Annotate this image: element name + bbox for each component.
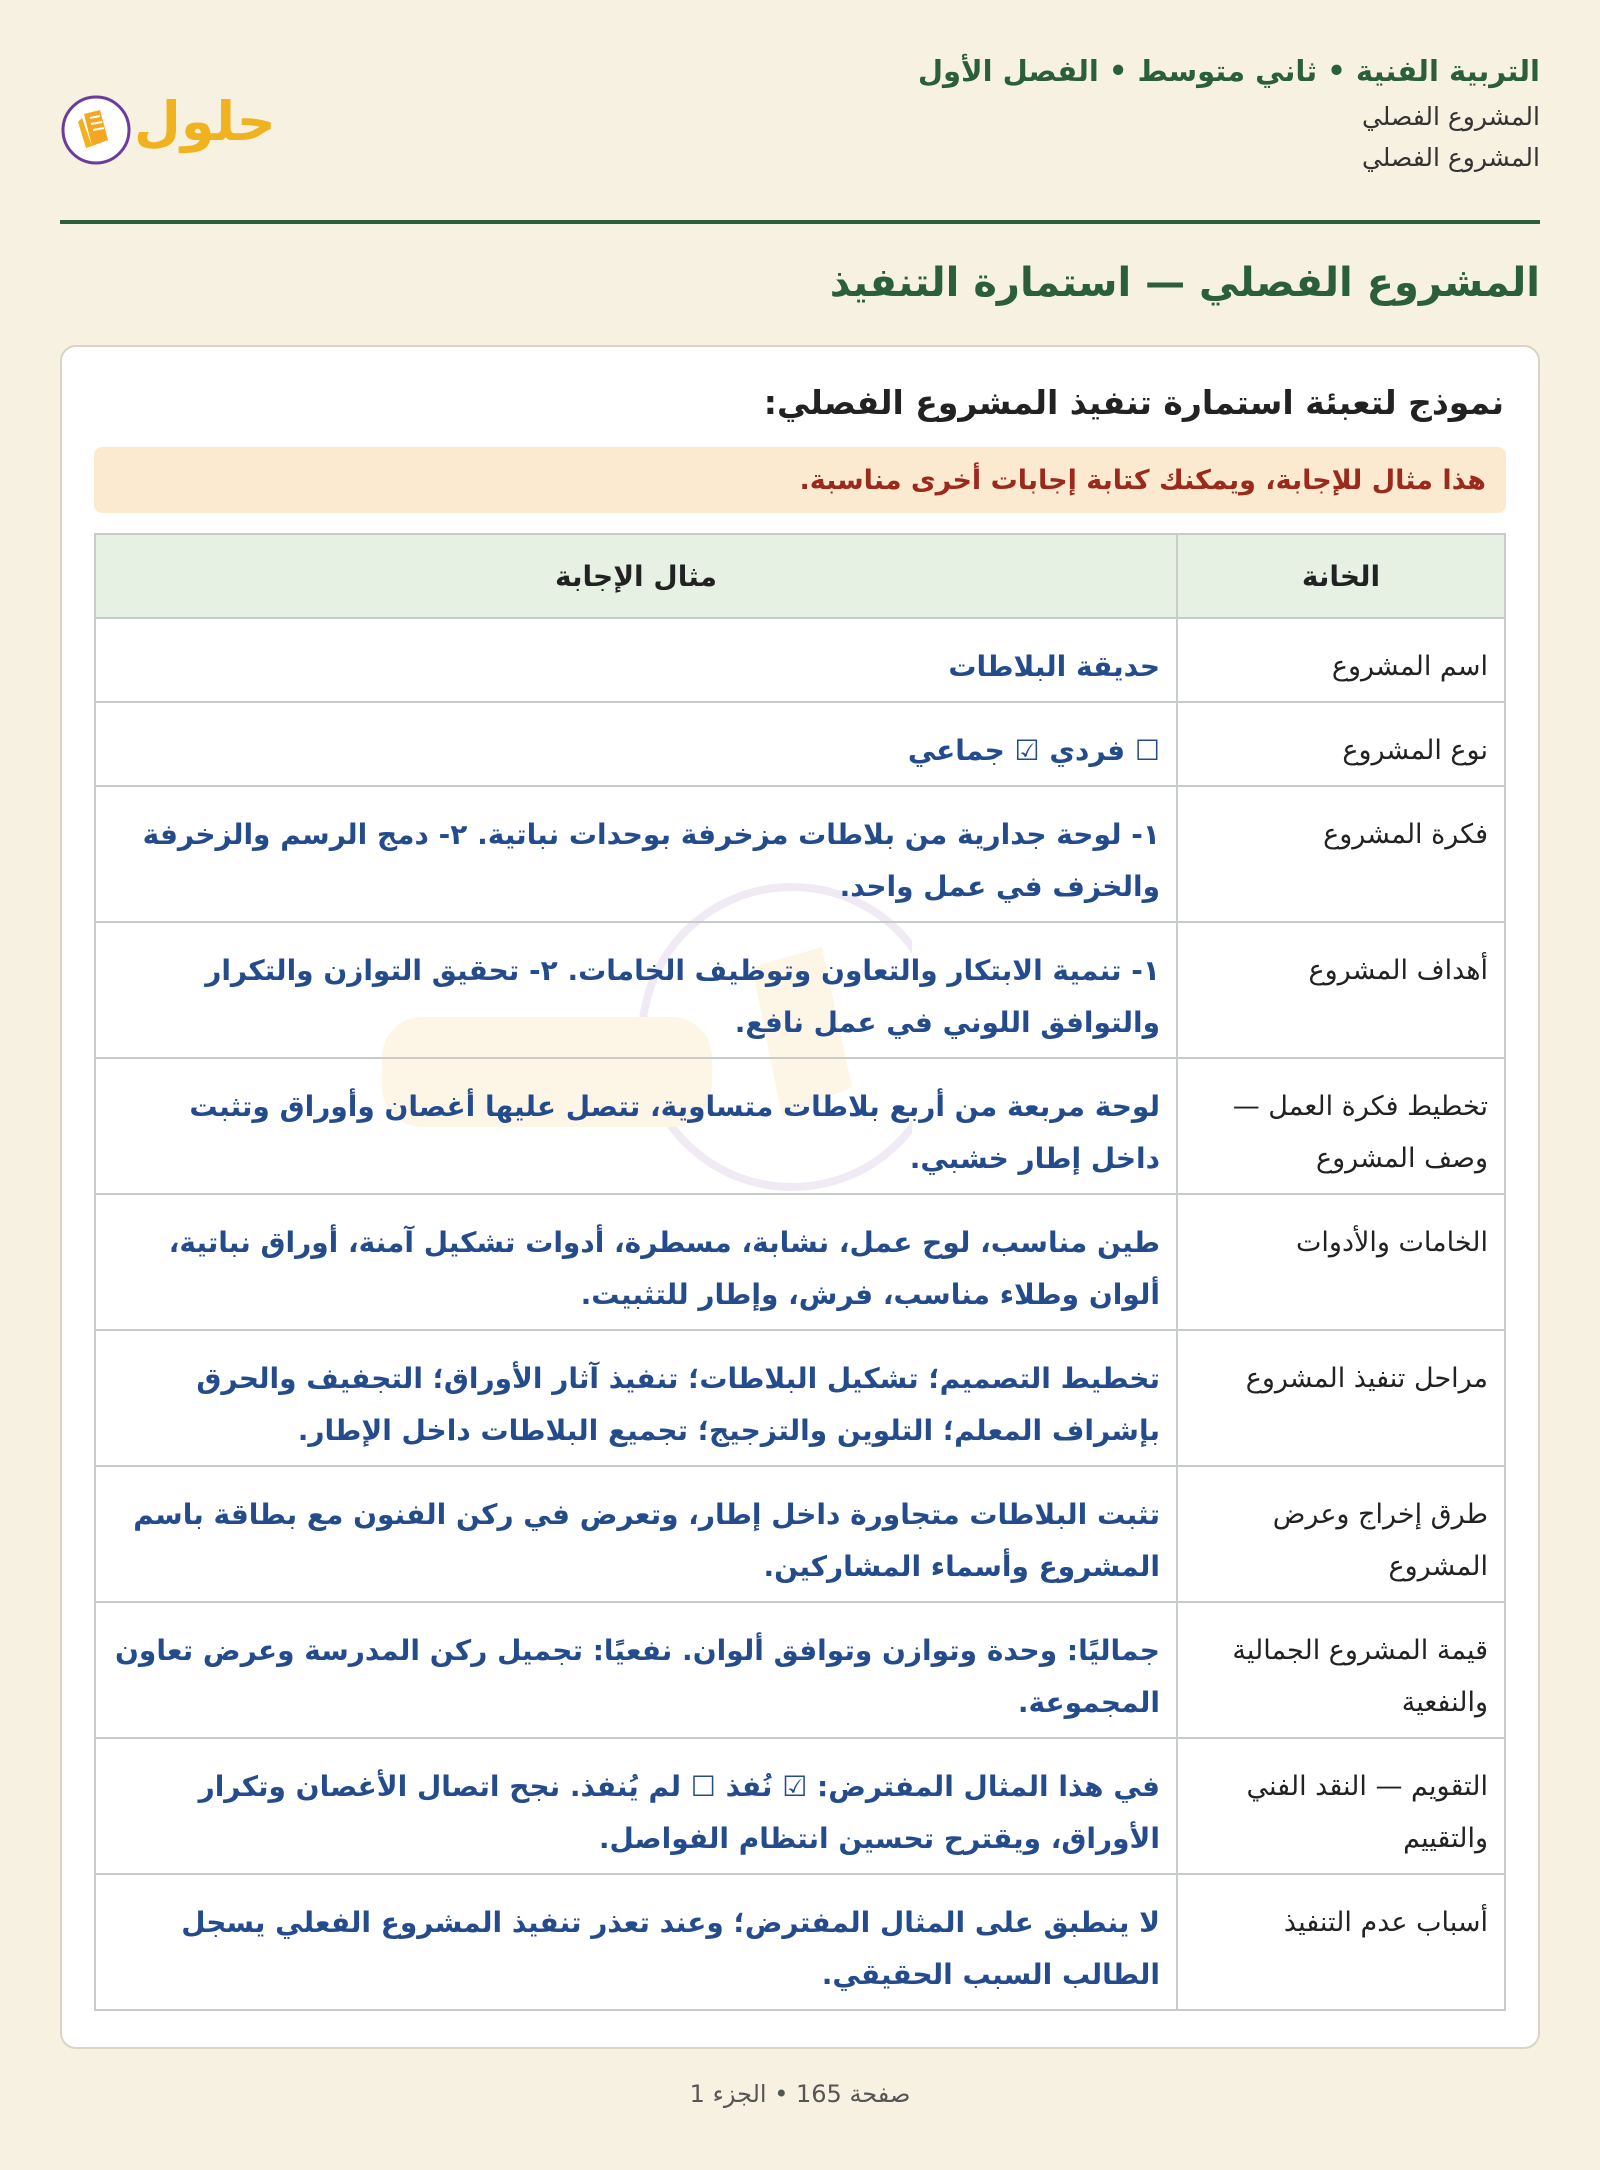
field-column-header: الخانة <box>1177 534 1505 618</box>
card-title: نموذج لتعبئة استمارة تنفيذ المشروع الفصلي: <box>763 383 1504 422</box>
row-answer: طين مناسب، لوح عمل، نشابة، مسطرة، أدوات تشكيل آمنة، أوراق نباتية، ألوان وطلاء مناسب، فرش، وإطار للتثبيت. <box>95 1194 1177 1330</box>
table-row <box>95 922 1505 1058</box>
row-field: أهداف المشروع <box>1177 922 1505 1058</box>
hulul-logo <box>60 90 280 170</box>
answer-column-header: مثال الإجابة <box>95 534 1177 618</box>
row-field: مراحل تنفيذ المشروع <box>1177 1330 1505 1466</box>
unit-line-1: المشروع الفصلي <box>1361 102 1540 131</box>
row-answer: ١- لوحة جدارية من بلاطات مزخرفة بوحدات نباتية. ٢- دمج الرسم والزخرفة والخزف في عمل واحد. <box>95 786 1177 922</box>
page <box>60 0 1540 2170</box>
page-title: المشروع الفصلي — استمارة التنفيذ <box>829 260 1540 306</box>
table-row <box>95 1602 1505 1738</box>
row-field: تخطيط فكرة العمل — وصف المشروع <box>1177 1058 1505 1194</box>
example-note: هذا مثال للإجابة، ويمكنك كتابة إجابات أخرى مناسبة. <box>94 447 1506 513</box>
row-answer: حديقة البلاطات <box>95 618 1177 702</box>
row-answer: في هذا المثال المفترض: ☑ نُفذ ☐ لم يُنفذ. نجح اتصال الأغصان وتكرار الأوراق، ويقترح تحسين انتظام الفواصل. <box>95 1738 1177 1874</box>
row-field: أسباب عدم التنفيذ <box>1177 1874 1505 2010</box>
row-answer: جماليًا: وحدة وتوازن وتوافق ألوان. نفعيًا: تجميل ركن المدرسة وعرض تعاون المجموعة. <box>95 1602 1177 1738</box>
row-field: نوع المشروع <box>1177 702 1505 786</box>
row-answer: لا ينطبق على المثال المفترض؛ وعند تعذر تنفيذ المشروع الفعلي يسجل الطالب السبب الحقيقي. <box>95 1874 1177 2010</box>
row-field: فكرة المشروع <box>1177 786 1505 922</box>
table-row <box>95 1874 1505 2010</box>
table-row <box>95 1058 1505 1194</box>
row-answer: لوحة مربعة من أربع بلاطات متساوية، تتصل عليها أغصان وأوراق وتثبت داخل إطار خشبي. <box>95 1058 1177 1194</box>
table-header-row <box>95 534 1505 618</box>
row-field: قيمة المشروع الجمالية والنفعية <box>1177 1602 1505 1738</box>
table-row <box>95 1738 1505 1874</box>
table-row <box>95 786 1505 922</box>
execution-form-table <box>94 533 1506 2011</box>
row-answer: تثبت البلاطات متجاورة داخل إطار، وتعرض في ركن الفنون مع بطاقة باسم المشروع وأسماء المشاركين. <box>95 1466 1177 1602</box>
logo-wordmark: حلول <box>134 90 276 153</box>
table-row <box>95 1330 1505 1466</box>
form-card <box>60 345 1540 2049</box>
table-row <box>95 702 1505 786</box>
row-answer: ☐ فردي ☑ جماعي <box>95 702 1177 786</box>
row-field: طرق إخراج وعرض المشروع <box>1177 1466 1505 1602</box>
unit-line-2: المشروع الفصلي <box>1361 143 1540 172</box>
row-field: التقويم — النقد الفني والتقييم <box>1177 1738 1505 1874</box>
page-footer: صفحة 165 • الجزء 1 <box>689 2080 911 2108</box>
row-field: الخامات والأدوات <box>1177 1194 1505 1330</box>
table-row <box>95 1466 1505 1602</box>
header-text <box>918 50 1540 184</box>
book-icon <box>60 94 132 166</box>
subject-title: التربية الفنية • ثاني متوسط • الفصل الأول <box>917 54 1540 88</box>
table-row <box>95 1194 1505 1330</box>
row-answer: تخطيط التصميم؛ تشكيل البلاطات؛ تنفيذ آثار الأوراق؛ التجفيف والحرق بإشراف المعلم؛ التلوين والتزجيج؛ تجميع البلاطات داخل الإطار. <box>95 1330 1177 1466</box>
row-answer: ١- تنمية الابتكار والتعاون وتوظيف الخامات. ٢- تحقيق التوازن والتكرار والتوافق اللوني في عمل نافع. <box>95 922 1177 1058</box>
row-field: اسم المشروع <box>1177 618 1505 702</box>
table-row <box>95 618 1505 702</box>
page-header <box>60 50 1540 224</box>
